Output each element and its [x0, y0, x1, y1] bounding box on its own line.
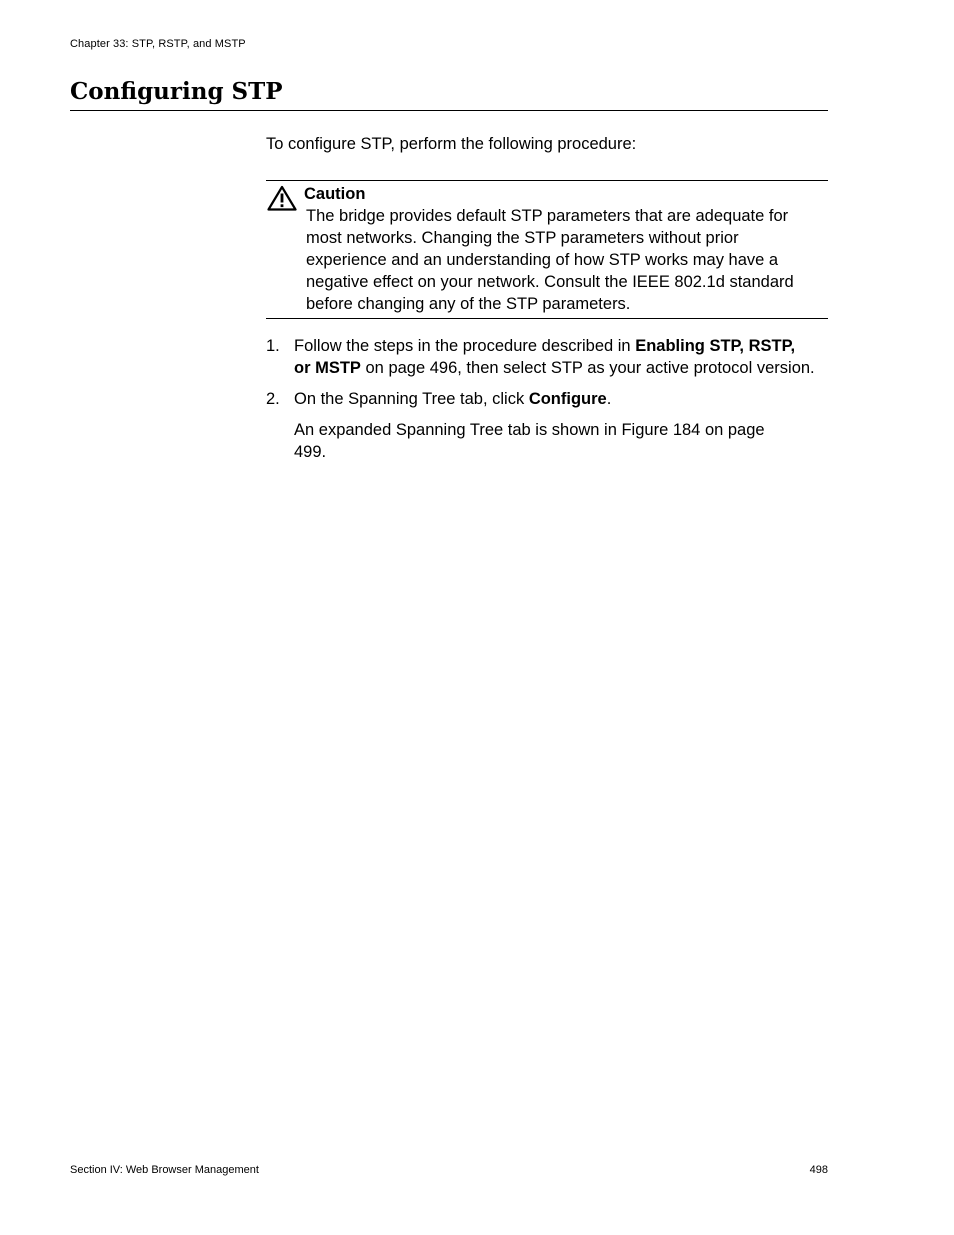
- caution-title: Caution: [304, 185, 366, 203]
- note-text: 499.: [294, 443, 327, 461]
- step-number: 2.: [266, 390, 280, 408]
- step-2: [266, 388, 836, 410]
- warning-triangle-icon: [267, 185, 297, 211]
- intro-paragraph: To configure STP, perform the following procedure:: [266, 135, 637, 153]
- running-header: Chapter 33: STP, RSTP, and MSTP: [70, 38, 246, 50]
- section-title: Configuring STP: [70, 76, 828, 111]
- caution-body: [306, 205, 828, 315]
- step-text: on page 496, then select STP as your active protocol version.: [360, 359, 815, 377]
- step-1: [266, 335, 836, 379]
- xref-link: Enabling STP, RSTP,: [635, 337, 796, 355]
- step-text: .: [606, 390, 612, 408]
- step-text: On the Spanning Tree tab, click: [294, 390, 529, 408]
- page-number: 498: [809, 1164, 828, 1176]
- caution-line: experience and an understanding of how STP works may have a: [306, 251, 779, 269]
- note-text: An expanded Spanning Tree tab is shown in Figure 184 on page: [294, 421, 765, 439]
- footer-section: Section IV: Web Browser Management: [70, 1164, 259, 1176]
- caution-line: negative effect on your network. Consult the IEEE 802.1d standard: [306, 273, 794, 291]
- step-2-note: [266, 419, 836, 463]
- caution-line: The bridge provides default STP parameters that are adequate for: [306, 207, 789, 225]
- step-number: 1.: [266, 337, 280, 355]
- procedure-steps: [266, 335, 836, 463]
- caution-box: [266, 180, 828, 319]
- caution-line: most networks. Changing the STP parameters without prior: [306, 229, 739, 247]
- ui-term: Configure: [528, 390, 607, 408]
- xref-link-cont: or MSTP: [294, 359, 361, 377]
- caution-line: before changing any of the STP parameters.: [306, 295, 631, 313]
- step-text: Follow the steps in the procedure described in: [294, 337, 636, 355]
